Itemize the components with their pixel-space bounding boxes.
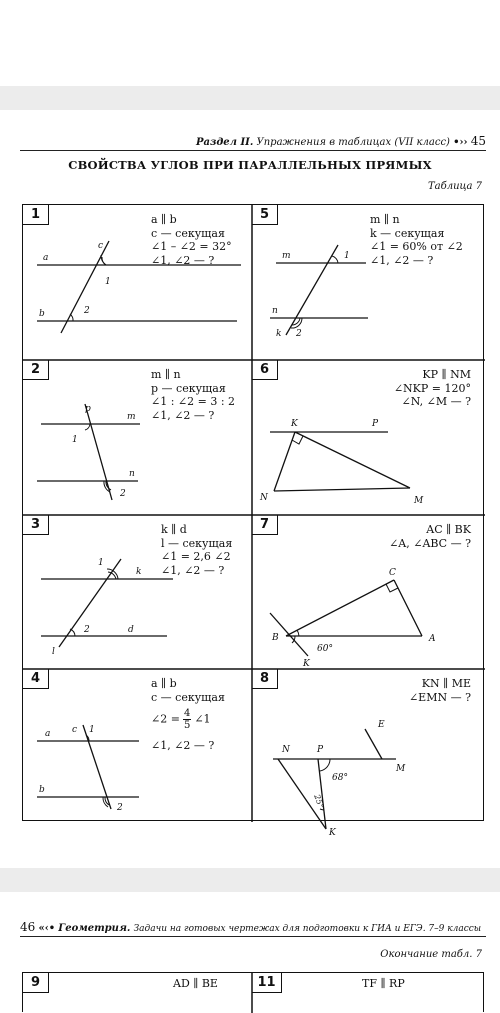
label-P: P <box>372 419 379 429</box>
label-l: l <box>52 647 55 657</box>
header-text: Задачи на готовых чертежах для подготовки к ГИА и ЕГЭ. 7–9 классы <box>133 924 482 934</box>
angle-1-label: 1 <box>98 558 104 568</box>
page-separator <box>0 868 500 892</box>
cell-number: 8 <box>252 669 278 689</box>
table-label: Таблица 7 <box>427 181 482 192</box>
given-line: ∠1 = 2,6 ∠2 <box>161 550 231 563</box>
label-N: N <box>282 745 290 755</box>
angle-1-label: 1 <box>89 725 95 735</box>
header-rule <box>20 150 486 151</box>
header-section: Геометрия. <box>58 923 131 934</box>
angle-25-label: 25° <box>312 793 326 810</box>
label-m: m <box>282 251 291 261</box>
given-line: KN ∥ ME <box>421 677 471 690</box>
given-line: p — секущая <box>151 381 226 395</box>
diagram-8 <box>252 669 485 838</box>
cell-number: 4 <box>23 669 49 689</box>
given-line: ∠NKP = 120° <box>393 381 471 395</box>
label-b: b <box>39 309 45 319</box>
fraction-numerator: 4 <box>183 708 191 719</box>
given-line: AD ∥ BE <box>173 977 218 990</box>
angle-1-label: 1 <box>72 435 78 445</box>
given-line: TF ∥ RP <box>362 977 405 990</box>
header-rule <box>20 936 486 937</box>
label-c: c <box>72 725 78 735</box>
given-line: ∠1 : ∠2 = 3 : 2 <box>151 395 236 408</box>
angle-1-label: 1 <box>344 251 350 261</box>
label-k: k <box>276 329 282 339</box>
cell-6 <box>252 360 485 515</box>
label-b: b <box>39 785 45 795</box>
page-title: СВОЙСТВА УГЛОВ ПРИ ПАРАЛЛЕЛЬНЫХ ПРЯМЫХ <box>68 158 432 172</box>
exercise-table <box>22 204 484 838</box>
diagram-4 <box>23 669 252 822</box>
label-n: n <box>272 306 278 316</box>
blank-top-area <box>0 0 500 86</box>
cell-number: 2 <box>23 360 49 380</box>
label-E: E <box>378 720 385 730</box>
header-marker: •›› <box>453 137 468 148</box>
header-text: Упражнения в таблицах (VII класс) <box>256 137 450 148</box>
label-N: N <box>260 493 268 503</box>
diagram-6 <box>252 360 485 515</box>
header-section: Раздел II. <box>195 137 254 148</box>
label-k: k <box>136 567 142 577</box>
label-M: M <box>396 764 406 774</box>
page-46 <box>0 892 500 999</box>
cell-8 <box>252 669 485 838</box>
angle-68-label: 68° <box>332 773 348 783</box>
given-line: KP ∥ NM <box>422 368 471 381</box>
given-line: ∠1, ∠2 — ? <box>370 253 434 267</box>
label-K: K <box>291 419 298 429</box>
diagram-3 <box>23 515 252 669</box>
given-line: ∠EMN — ? <box>408 690 471 704</box>
given-line: AC ∥ BK <box>426 523 471 536</box>
given-line: ∠1, ∠2 — ? <box>151 739 215 752</box>
cell-1 <box>23 205 252 360</box>
cell-5 <box>252 205 485 360</box>
given-line: ∠1, ∠2 — ? <box>151 253 215 267</box>
page-45 <box>0 110 500 868</box>
label-K: K <box>303 659 310 669</box>
label-d: d <box>128 625 134 635</box>
cell-11 <box>252 973 485 1013</box>
eq-right: ∠1 <box>194 712 211 726</box>
cell-number: 5 <box>252 205 278 225</box>
fraction-denominator: 5 <box>183 720 191 731</box>
diagram-2 <box>23 360 252 515</box>
diagram-1 <box>23 205 252 360</box>
cell-9 <box>23 973 252 1013</box>
given-line: a ∥ b <box>151 213 177 226</box>
cell-number: 11 <box>252 973 282 993</box>
angle-1-label: 1 <box>105 277 111 287</box>
cell-number: 3 <box>23 515 49 535</box>
angle-2-label: 2 <box>84 625 90 635</box>
page-separator <box>0 86 500 110</box>
continuation-label: Окончание табл. 7 <box>380 949 482 960</box>
given-line: ∠1, ∠2 — ? <box>161 563 225 577</box>
given-line: ∠1, ∠2 — ? <box>151 408 215 422</box>
angle-2-label: 2 <box>120 489 126 499</box>
cell-number: 1 <box>23 205 49 225</box>
label-K: K <box>329 828 336 838</box>
given-line: m ∥ n <box>370 213 400 226</box>
label-n: n <box>129 469 135 479</box>
angle-2-label: 2 <box>84 306 90 316</box>
label-C: C <box>389 568 396 578</box>
exercise-table-continued <box>22 972 484 1012</box>
given-line: k ∥ d <box>161 523 187 536</box>
cell-number: 6 <box>252 360 278 380</box>
label-B: B <box>272 633 279 643</box>
label-m: m <box>127 412 136 422</box>
angle-2-label: 2 <box>117 803 123 813</box>
given-line: a ∥ b <box>151 677 177 690</box>
cell-number: 7 <box>252 515 278 535</box>
cell-7 <box>252 515 485 669</box>
given-line: ∠1 – ∠2 = 32° <box>151 240 232 253</box>
label-c: c <box>98 241 104 251</box>
given-line: k — секущая <box>370 226 445 240</box>
label-p: p <box>85 404 91 414</box>
label-A: A <box>429 634 436 644</box>
angle-2-label: 2 <box>296 329 302 339</box>
given-line: ∠1 = 60% от ∠2 <box>370 240 463 253</box>
header-marker: «‹• <box>38 923 56 934</box>
label-a: a <box>45 729 51 739</box>
given-line: ∠N, ∠M — ? <box>401 395 471 408</box>
cell-2 <box>23 360 252 515</box>
diagram-7 <box>252 515 485 669</box>
given-line: m ∥ n <box>151 368 181 381</box>
eq-left: ∠2 = <box>151 712 180 726</box>
page-number: 45 <box>470 134 486 148</box>
label-a: a <box>43 253 49 263</box>
page-number: 46 <box>20 920 36 934</box>
given-line: c — секущая <box>151 690 225 704</box>
cell-number: 9 <box>23 973 49 993</box>
given-line: l — секущая <box>161 536 233 550</box>
angle-60-label: 60° <box>317 644 333 654</box>
label-M: M <box>414 496 424 506</box>
cell-3 <box>23 515 252 669</box>
given-line: ∠A, ∠ABC — ? <box>389 536 471 550</box>
given-line: c — секущая <box>151 226 225 240</box>
label-P: P <box>317 745 324 755</box>
cell-4 <box>23 669 252 822</box>
diagram-5 <box>252 205 485 360</box>
running-header <box>20 920 481 934</box>
running-header <box>196 134 486 148</box>
